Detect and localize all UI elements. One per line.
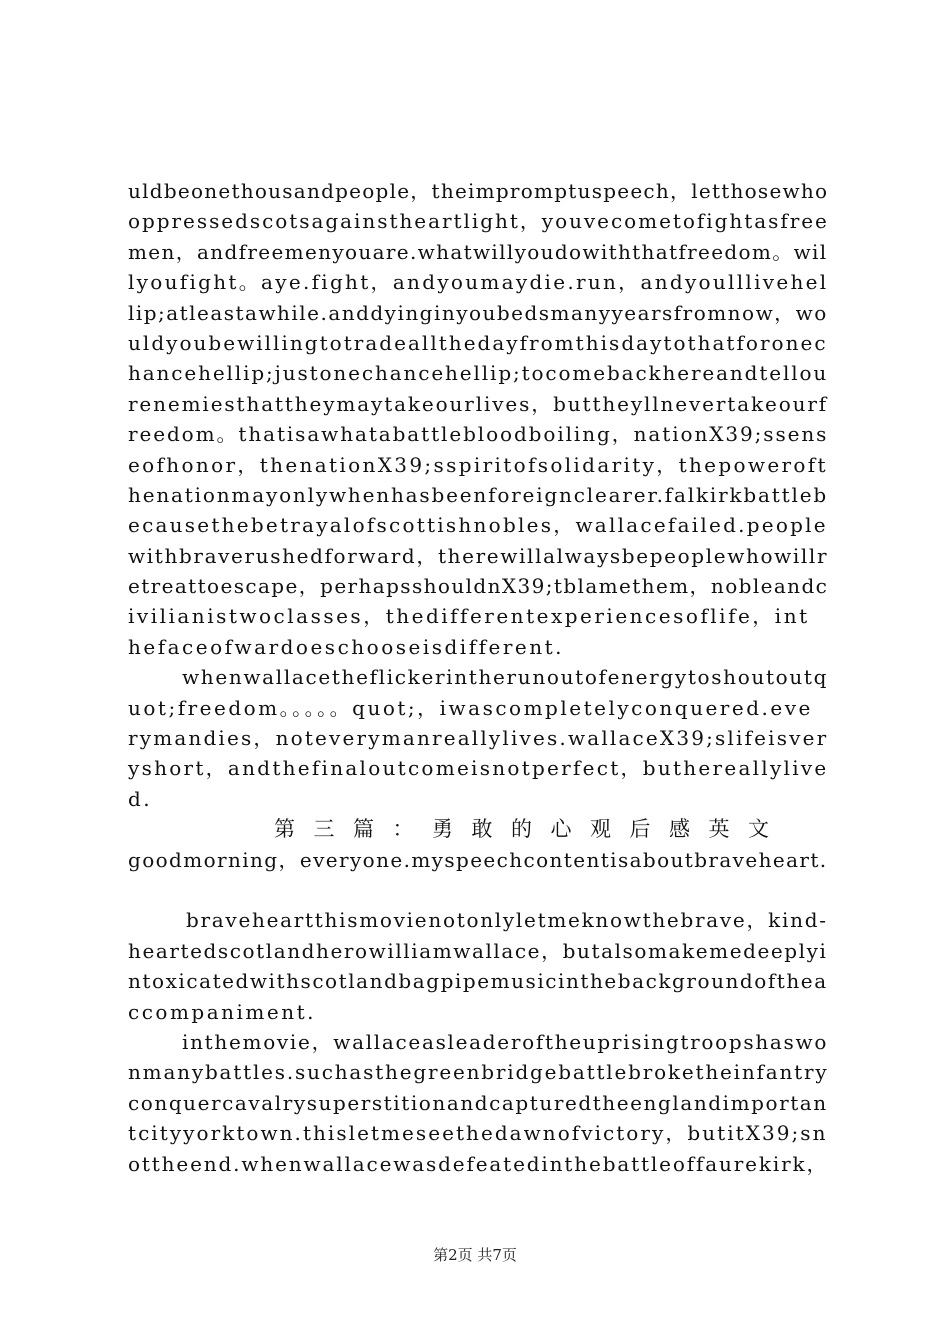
text-line: ccompaniment.: [128, 999, 316, 1024]
text-line: eofhonor，thenationX39;sspiritofsolidarity，thepoweroft: [128, 452, 828, 477]
text-line: uldyoubewillingtotradeallthedayfromthisdaytothatforonec: [128, 330, 828, 355]
text-line: henationmayonlywhenhasbeenforeignclearer.falkirkbattleb: [128, 482, 828, 507]
paragraph-4: [128, 1027, 828, 1179]
text-line: conquercavalrysuperstitionandcapturedtheenglandimportan: [128, 1090, 828, 1115]
text-line: lip;atleastawhile.anddyinginyoubedsmanyyearsfromnow，wo: [128, 300, 828, 325]
text-line: rymandies，noteverymanreallylives.wallaceX39;slifeisver: [128, 726, 829, 751]
text-line: men，andfreemenyouare.whatwillyoudowiththatfreedom。wil: [128, 239, 828, 264]
intro-line: goodmorning，everyone.myspeechcontentisaboutbraveheart.: [128, 847, 828, 872]
text-line: etreattoescape，perhapsshouldnX39;tblamethem，nobleandc: [128, 574, 829, 599]
text-line: ottheend.whenwallacewasdefeatedinthebattleoffaurekirk，: [128, 1151, 829, 1176]
text-line: renemiesthattheymaytakeourlives，buttheyllnevertakeourf: [128, 391, 829, 416]
text-line: reedom。thatisawhatabattlebloodboiling，nationX39;ssens: [128, 422, 829, 447]
text-line: d.: [128, 786, 153, 811]
text-line: hancehellip;justonechancehellip;tocomebackhereandtellou: [128, 361, 829, 386]
text-line: ecausethebetrayalofscottishnobles，wallacefailed.people: [128, 513, 828, 538]
body-text: [128, 176, 828, 1179]
text-line: ntoxicatedwithscotlandbagpipemusicinthebackgroundofthea: [128, 969, 828, 994]
text-line: withbraverushedforward，therewillalwaysbepeoplewhowillr: [128, 543, 829, 568]
text-line: braveheartthismovienotonlyletmeknowthebrave，kind-: [186, 908, 828, 933]
text-line: uldbeonethousandpeople，theimpromptuspeech，letthosewho: [128, 179, 829, 203]
text-line: nmanybattles.suchasthegreenbridgebattlebroketheinfantry: [128, 1060, 829, 1085]
page-footer: [0, 1244, 950, 1265]
text-line: whenwallacetheflickerintherunoutofenergytoshoutoutq: [182, 665, 829, 690]
section-heading: 第三篇：勇敢的心观后感英文: [274, 817, 788, 842]
text-line: uot;freedom。。。。。quot;，iwascompletelyconquered.eve: [128, 695, 813, 720]
page-number-label: 第2页 共7页: [433, 1246, 517, 1264]
text-line: tcityyorktown.thisletmeseethedawnofvictory，butitX39;sn: [128, 1121, 828, 1146]
paragraph-1: [128, 176, 828, 662]
text-line: yshort，andthefinaloutcomeisnotperfect，buthereallylive: [128, 756, 829, 781]
blank-line: [128, 875, 828, 905]
text-line: hefaceofwardoeschooseisdifferent.: [128, 634, 565, 659]
text-line: oppressedscotsagainstheartlight，youvecometofightasfree: [128, 209, 829, 234]
text-line: lyoufight。aye.fight，andyoumaydie.run，andyoulllivehel: [128, 270, 829, 295]
paragraph-3: [128, 905, 828, 1027]
text-line: ivilianistwoclasses，thedifferentexperiencesoflife，int: [128, 604, 810, 629]
text-line: inthemovie，wallaceasleaderoftheuprisingtroopshaswo: [182, 1029, 829, 1054]
paragraph-2: [128, 662, 828, 814]
text-line: heartedscotlandherowilliamwallace，butalsomakemedeeplyi: [128, 938, 828, 963]
